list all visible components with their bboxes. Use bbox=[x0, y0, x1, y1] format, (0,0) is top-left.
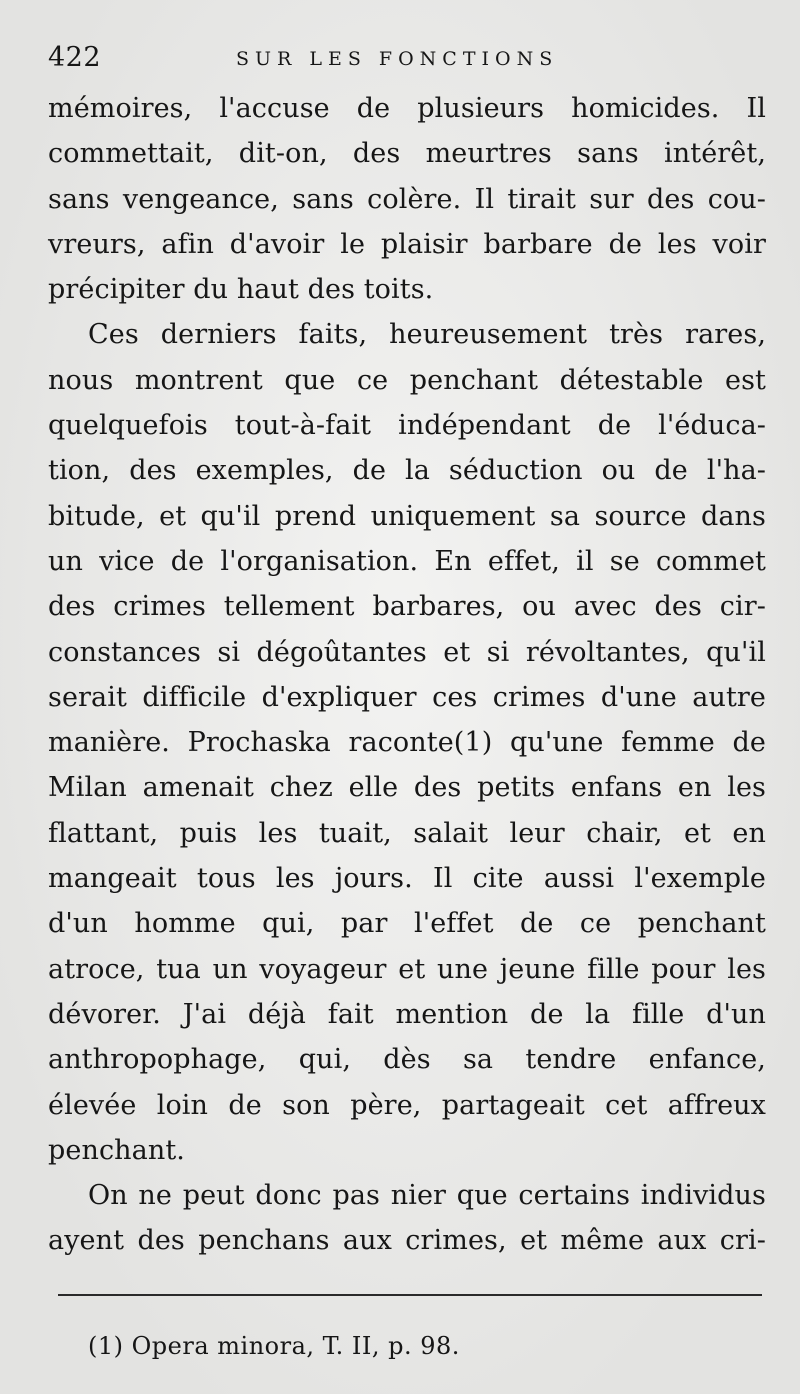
text-line: manière. Prochaska raconte(1) qu'une femme de bbox=[48, 727, 766, 759]
text-line: commettait, dit-on, des meurtres sans intérêt, bbox=[48, 138, 766, 170]
text-line: bitude, et qu'il prend uniquement sa source dans bbox=[48, 500, 766, 532]
text-line: anthropophage, qui, dès sa tendre enfance, bbox=[48, 1044, 766, 1076]
running-head bbox=[48, 40, 768, 80]
footnote: (1) Opera minora, T. II, p. 98. bbox=[88, 1332, 460, 1360]
text-line: des crimes tellement barbares, ou avec des cir- bbox=[48, 591, 766, 623]
text-line: tion, des exemples, de la séduction ou de l'ha- bbox=[48, 455, 766, 487]
text-line: nous montrent que ce penchant détestable est bbox=[48, 364, 766, 396]
text-line: élevée loin de son père, partageait cet affreux bbox=[48, 1089, 766, 1121]
text-line: serait difficile d'expliquer ces crimes d'une autre bbox=[48, 681, 766, 713]
text-line: mémoires, l'accuse de plusieurs homicides. Il bbox=[48, 93, 766, 124]
paragraph-first-line: On ne peut donc pas nier que certains individus bbox=[88, 1180, 766, 1212]
footnote-divider bbox=[58, 1294, 762, 1296]
text-line: un vice de l'organisation. En effet, il se commet bbox=[48, 545, 766, 577]
text-line: d'un homme qui, par l'effet de ce penchant bbox=[48, 908, 766, 940]
text-line: atroce, tua un voyageur et une jeune fille pour les bbox=[48, 953, 766, 985]
page-number: 422 bbox=[48, 42, 102, 73]
paragraph-first-line: Ces derniers faits, heureusement très rares, bbox=[88, 319, 766, 351]
body-text bbox=[48, 86, 766, 1264]
text-line: constances si dégoûtantes et si révoltantes, qu'il bbox=[48, 636, 766, 668]
text-line: flattant, puis les tuait, salait leur chair, et en bbox=[48, 817, 766, 849]
text-line: quelquefois tout-à-fait indépendant de l'éduca- bbox=[48, 410, 766, 442]
text-line: dévorer. J'ai déjà fait mention de la fille d'un bbox=[48, 998, 766, 1030]
text-line: ayent des penchans aux crimes, et même aux cri- bbox=[48, 1225, 766, 1257]
text-line: penchant. bbox=[48, 1134, 185, 1166]
text-line: mangeait tous les jours. Il cite aussi l'exemple bbox=[48, 863, 766, 895]
text-line: précipiter du haut des toits. bbox=[48, 274, 434, 306]
text-line: sans vengeance, sans colère. Il tirait sur des cou- bbox=[48, 183, 766, 215]
running-title: SUR LES FONCTIONS bbox=[236, 48, 559, 70]
text-line: vreurs, afin d'avoir le plaisir barbare de les voir bbox=[48, 228, 766, 260]
text-line: Milan amenait chez elle des petits enfans en les bbox=[48, 772, 766, 804]
